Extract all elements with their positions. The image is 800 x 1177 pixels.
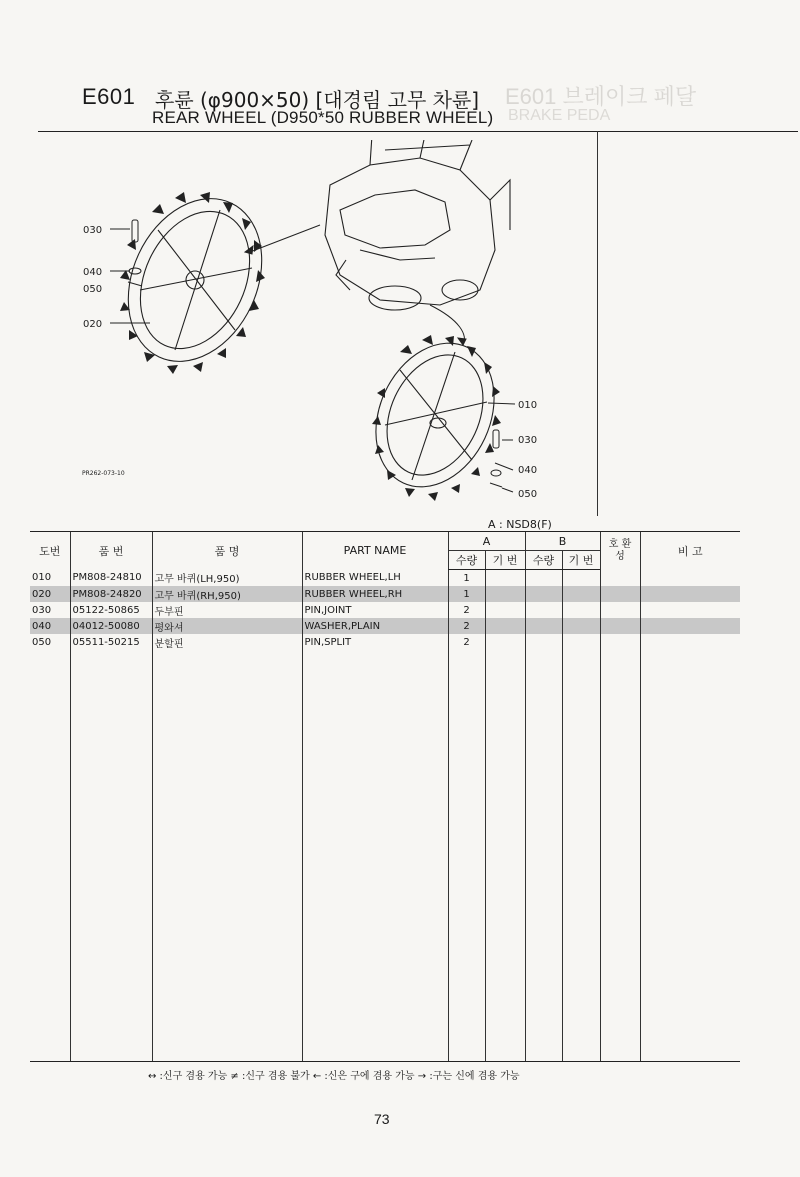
cell-part-no: PM808-24820 [70,586,152,602]
table-empty-area [30,650,740,1062]
cell-part-no: 05122-50865 [70,602,152,618]
header-base-b: 기 번 [562,551,600,570]
compatibility-legend: ↔ :신구 겸용 가능 ≠ :신구 겸용 불가 ← :신은 구에 겸용 가능 → :구는 신에 겸용 가능 [148,1071,520,1082]
title-korean: 후륜 (φ900×50) [대경림 고무 차륜] [155,88,480,112]
header-rule [38,131,798,132]
table-row [30,586,740,602]
callout-030-right: 030 [518,435,538,446]
header-compat: 호 환 성 [600,532,640,570]
table-row [30,618,740,634]
cell-no: 030 [32,604,52,616]
exploded-diagram [40,140,595,505]
cell-qty-a: 2 [448,602,485,618]
cell-name-ko: 고무 바퀴(RH,950) [152,586,302,602]
cell-name-ko: 평와셔 [152,618,302,634]
callout-050-right: 050 [518,489,538,500]
section-code: E601 [82,84,136,109]
callout-040-left: 040 [83,267,103,278]
header-base-a: 기 번 [485,551,525,570]
cell-no: 040 [30,618,70,634]
header-no: 도번 [30,532,70,570]
callout-040-right: 040 [518,465,538,476]
bleed-through-title: E601 브레이크 페달 [505,84,697,109]
cell-name-ko: 고무 바퀴(LH,950) [152,570,302,587]
header-remark: 비 고 [640,532,740,570]
cell-name-ko: 두부핀 [152,602,302,618]
cell-part-no: PM808-24810 [70,570,152,587]
header-group-a: A [448,532,525,551]
table-row [30,602,740,618]
header-qty-a: 수량 [448,551,485,570]
right-wheel-drawing [353,324,516,505]
cell-name-en: RUBBER WHEEL,RH [302,586,448,602]
table-row [30,570,740,587]
header-part-no: 품 번 [70,532,152,570]
cell-no: 010 [32,572,52,584]
cell-name-ko: 분할핀 [152,634,302,650]
parts-table [30,531,740,1062]
title-english: REAR WHEEL (D950*50 RUBBER WHEEL) [152,108,494,127]
cell-name-en: WASHER,PLAIN [302,618,448,634]
cell-qty-a: 1 [448,586,485,602]
cell-part-no: 05511-50215 [70,634,152,650]
cell-no: 050 [32,636,52,648]
figure-id: PR262-073-10 [82,470,125,477]
page-number: 73 [374,1111,390,1127]
cell-qty-a: 1 [448,570,485,587]
cell-name-en: RUBBER WHEEL,LH [302,570,448,587]
cell-name-en: PIN,SPLIT [302,634,448,650]
bleed-through-subtitle: BRAKE PEDA [508,107,611,124]
tractor-drawing [325,140,510,310]
cell-qty-a: 2 [448,618,485,634]
callout-030-left: 030 [83,225,103,236]
figure-divider [597,131,598,516]
callout-020-left: 020 [83,319,103,330]
callout-050-left: 050 [83,284,103,295]
callout-010-right: 010 [518,400,538,411]
header-qty-b: 수량 [525,551,562,570]
leader-lines [110,225,515,492]
cell-part-no: 04012-50080 [70,618,152,634]
cell-name-en: PIN,JOINT [302,602,448,618]
cell-qty-a: 2 [448,634,485,650]
hardware-parts [128,220,502,487]
model-code-note: A : NSD8(F) [488,518,552,531]
table-row [30,634,740,650]
header-name-ko: 품 명 [152,532,302,570]
header-group-b: B [525,532,600,551]
cell-no: 020 [30,586,70,602]
header-name-en: PART NAME [302,532,448,570]
